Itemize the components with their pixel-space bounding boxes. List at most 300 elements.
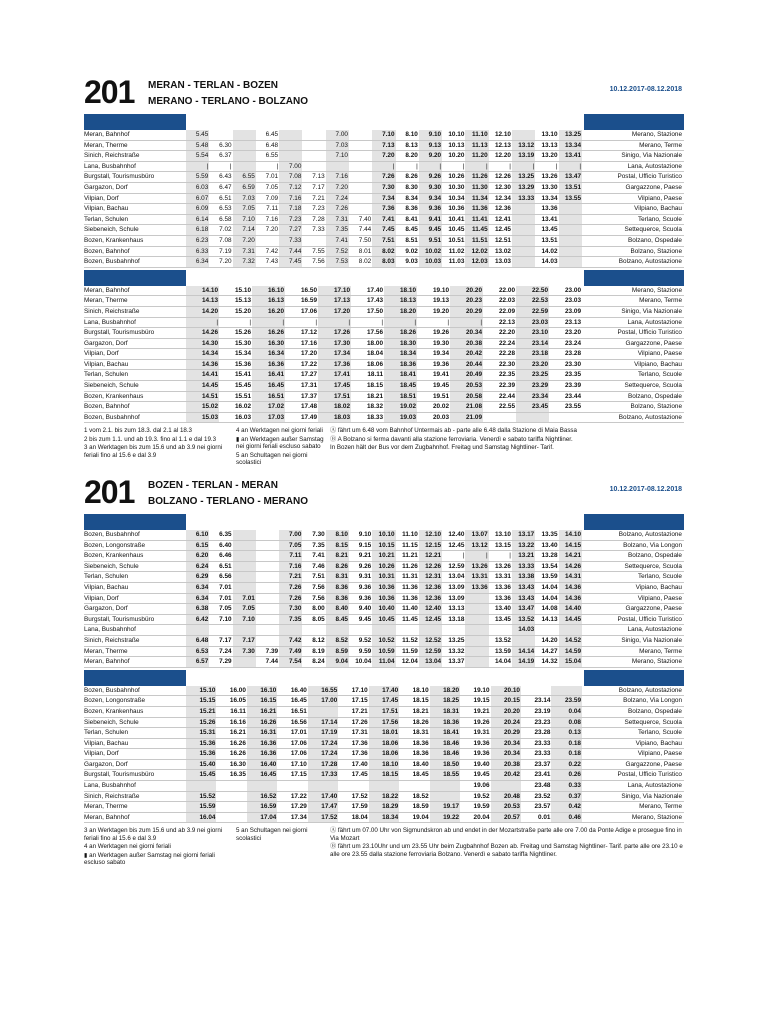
footnote: 4 an Werktagen nei giorni feriali	[84, 843, 171, 851]
departure-time	[256, 635, 279, 646]
departure-time: |	[465, 551, 488, 562]
table-header-bar	[84, 114, 684, 130]
departure-time: 20.53	[491, 802, 521, 813]
departure-time	[512, 225, 535, 236]
departure-time	[465, 635, 488, 646]
station-name-de: Siebeneich, Schule	[84, 382, 139, 390]
departure-time: 14.03	[541, 258, 558, 266]
departure-time: 20.49	[450, 370, 483, 381]
departure-time: 17.45	[351, 771, 368, 779]
station-name-it: Bolzano, Autostazione	[618, 531, 682, 538]
station-name-it: Bolzano, Stazione	[630, 403, 682, 411]
footnote: 3 an Werktagen bis zum 15.6 und ab 3.9 nei giorni feriali fino al 15.6 e dal 3.9	[84, 827, 223, 842]
departure-time	[209, 130, 232, 140]
departure-time: 20.42	[491, 770, 521, 781]
departure-time: 20.58	[450, 391, 483, 402]
departure-time: 17.40	[308, 791, 338, 802]
departure-time: |	[186, 161, 209, 172]
departure-time: 6.45	[265, 131, 279, 138]
departure-time: 7.41	[372, 214, 395, 225]
departure-time: 11.13	[465, 140, 488, 151]
departure-time: 9.45	[358, 615, 372, 623]
station-name-de: Bozen, Bahnhof	[84, 247, 130, 255]
departure-time: 14.13	[186, 296, 219, 307]
departure-time: 22.30	[499, 360, 515, 368]
departure-time: 15.04	[559, 657, 583, 668]
departure-time: 23.30	[565, 360, 581, 368]
departure-time: 18.10	[369, 759, 399, 770]
departure-time: |	[509, 552, 511, 560]
departure-time: 16.21	[247, 706, 277, 717]
departure-time: 10.36	[448, 205, 465, 213]
departure-time: 8.45	[326, 614, 349, 625]
station-name-de: Bozen, Busbahnhof	[84, 413, 140, 421]
departure-time: 11.45	[465, 225, 488, 236]
departure-time: 23.52	[534, 792, 551, 800]
departure-time: 8.03	[372, 257, 395, 268]
departure-time: 11.52	[402, 636, 418, 644]
departure-time	[256, 625, 279, 636]
table-row	[84, 235, 684, 246]
station-name-it: Bolzano, Via Longon	[623, 541, 682, 549]
departure-time	[302, 625, 325, 636]
departure-time: 6.42	[186, 614, 209, 625]
departure-time: 15.41	[235, 371, 251, 379]
departure-time: |	[229, 162, 232, 170]
departure-time: 8.10	[326, 530, 349, 540]
departure-time: 16.05	[229, 697, 246, 705]
departure-time	[279, 625, 302, 636]
departure-time: 16.36	[252, 359, 285, 370]
station-name-de: Vilpian, Dorf	[84, 750, 119, 758]
departure-time: 17.52	[308, 812, 338, 823]
departure-time: 8.41	[405, 215, 418, 223]
departure-time: 16.52	[247, 791, 277, 802]
departure-time: 19.17	[430, 802, 460, 813]
departure-time	[512, 130, 535, 140]
departure-time: 19.10	[473, 686, 490, 694]
departure-time: 13.52	[494, 636, 511, 644]
departure-time: 19.26	[473, 718, 490, 726]
departure-time: 6.48	[186, 635, 209, 646]
departure-time	[302, 130, 325, 140]
departure-time: 6.34	[186, 257, 209, 268]
departure-time: 14.20	[541, 636, 558, 644]
station-name-it: Terlano, Scuole	[637, 371, 682, 379]
table-header-bar	[84, 514, 684, 530]
departure-time: 18.30	[384, 338, 417, 349]
departure-time: 13.59	[494, 647, 511, 655]
table-row	[84, 182, 684, 193]
departure-time: 12.34	[494, 194, 511, 202]
table-row	[84, 572, 684, 583]
departure-time: 9.36	[358, 594, 372, 602]
departure-time: 12.36	[419, 593, 442, 604]
departure-time: 13.33	[512, 193, 535, 204]
departure-time: 17.52	[351, 792, 368, 800]
departure-time: 7.36	[372, 204, 395, 215]
departure-time: 17.33	[308, 770, 338, 781]
departure-time: 16.41	[252, 370, 285, 381]
departure-time: 13.04	[419, 657, 442, 668]
departure-time: 16.26	[247, 717, 277, 728]
departure-time: 7.20	[233, 235, 256, 246]
departure-time: 20.03	[433, 413, 449, 421]
departure-time	[349, 172, 372, 183]
departure-time: 6.03	[186, 182, 209, 193]
station-name-it: Postal, Ufficio Turistico	[617, 173, 682, 181]
station-name-de: Meran, Therme	[84, 803, 128, 811]
departure-time: 18.06	[367, 360, 383, 368]
departure-time: 18.04	[367, 350, 383, 358]
departure-time: 13.36	[494, 594, 511, 602]
departure-time: 19.36	[473, 750, 490, 758]
departure-time: 16.40	[290, 686, 307, 694]
departure-time: 7.53	[326, 257, 349, 268]
departure-time: 18.51	[384, 391, 417, 402]
departure-time: 6.53	[186, 646, 209, 657]
departure-time: 13.33	[512, 561, 535, 572]
departure-time: 18.22	[369, 791, 399, 802]
departure-time: 7.35	[312, 541, 325, 549]
departure-time: 16.50	[301, 286, 317, 294]
station-name-it: Lana, Autostazione	[627, 626, 682, 634]
departure-time: 18.11	[367, 371, 383, 379]
departure-time: 7.13	[312, 173, 325, 181]
departure-time: 6.43	[219, 173, 232, 181]
station-name-de: Bozen, Busbahnhof	[84, 258, 140, 266]
departure-time: 16.02	[235, 403, 251, 411]
departure-time: 16.45	[290, 697, 307, 705]
table-row	[84, 402, 684, 413]
departure-time: 15.13	[235, 297, 251, 305]
departure-time: 10.26	[448, 173, 465, 181]
departure-time: 12.45	[448, 541, 465, 549]
departure-time	[233, 561, 256, 572]
departure-time: 6.48	[265, 141, 279, 149]
section-header	[84, 474, 684, 514]
station-name-de: Meran, Therme	[84, 141, 128, 149]
table-row	[84, 770, 684, 781]
departure-time: 20.15	[491, 696, 521, 707]
departure-time: 7.45	[279, 257, 302, 268]
table-row	[84, 781, 684, 792]
departure-time: 20.24	[491, 717, 521, 728]
departure-time	[396, 625, 419, 636]
departure-time: 12.45	[419, 614, 442, 625]
departure-time: 7.01	[219, 594, 232, 602]
departure-time: 18.45	[412, 771, 429, 779]
departure-time	[419, 625, 442, 636]
departure-time: 17.51	[318, 391, 351, 402]
footnote: ▮ an Werktagen außer Samstag nei giorni feriali escluso sabato	[84, 851, 215, 867]
departure-time: 9.31	[358, 573, 372, 581]
departure-time: 7.00	[279, 530, 302, 540]
departure-time: |	[186, 317, 219, 328]
departure-time: |	[509, 162, 511, 170]
table-row	[84, 349, 684, 360]
station-name-de: Bozen, Longonstraße	[84, 697, 146, 705]
departure-time	[491, 781, 521, 792]
departure-time	[559, 246, 583, 257]
departure-time: 7.56	[312, 258, 325, 266]
departure-time: 23.23	[534, 718, 551, 726]
departure-time: 13.17	[512, 530, 535, 540]
validity-period: 10.12.2017-08.12.2018	[609, 486, 682, 493]
departure-time	[349, 182, 372, 193]
table-row	[84, 286, 684, 296]
departure-time: |	[559, 161, 583, 172]
departure-time: 7.50	[358, 236, 372, 244]
departure-time: 7.33	[312, 226, 325, 234]
departure-time: 6.51	[219, 194, 232, 202]
departure-time: 17.31	[301, 382, 317, 390]
departure-time: 7.20	[219, 258, 232, 266]
departure-time: 6.35	[219, 531, 232, 538]
departure-time: 7.39	[265, 647, 279, 655]
departure-time: 18.59	[412, 803, 429, 811]
departure-time: 9.45	[419, 225, 442, 236]
departure-time: 18.15	[367, 382, 383, 390]
departure-time: 18.52	[412, 792, 429, 800]
departure-time	[256, 582, 279, 593]
departure-time	[512, 635, 535, 646]
departure-time: 23.19	[534, 707, 551, 715]
departure-time: 18.06	[369, 738, 399, 749]
departure-time: 14.21	[559, 551, 583, 562]
departure-time: 19.10	[433, 286, 449, 294]
departure-time	[233, 657, 256, 668]
departure-time: 19.41	[433, 371, 449, 379]
departure-time: 13.25	[448, 636, 465, 644]
departure-time: 18.10	[412, 686, 429, 694]
departure-time: 15.52	[186, 791, 216, 802]
departure-time: 20.42	[450, 349, 483, 360]
departure-time: 14.10	[186, 286, 219, 296]
departure-time: 7.20	[326, 182, 349, 193]
departure-time: 17.59	[351, 803, 368, 811]
station-name-it: Sinigo, Via Nazionale	[621, 307, 682, 315]
departure-time: 7.29	[219, 658, 232, 666]
station-name-de: Vilpian, Bachau	[84, 739, 129, 747]
departure-time: 11.26	[402, 562, 418, 570]
departure-time: 13.12	[512, 140, 535, 151]
departure-time: 7.20	[265, 226, 279, 234]
departure-time: 19.02	[384, 402, 417, 413]
line-number: 201	[84, 74, 135, 110]
table-row	[84, 728, 684, 739]
departure-time: 13.41	[559, 151, 583, 162]
departure-time: 6.34	[186, 582, 209, 593]
departure-time: 13.25	[512, 172, 535, 183]
departure-time: 18.41	[384, 370, 417, 381]
departure-time: 8.02	[358, 258, 372, 266]
departure-time: 23.14	[534, 697, 551, 705]
departure-time: 7.03	[326, 140, 349, 151]
departure-time: 20.38	[450, 338, 483, 349]
departure-time: 7.26	[372, 172, 395, 183]
departure-time: 11.41	[465, 214, 488, 225]
departure-time	[216, 781, 246, 792]
table-row	[84, 635, 684, 646]
table-row	[84, 140, 684, 151]
departure-time: 7.05	[265, 183, 279, 191]
table-row	[84, 151, 684, 162]
departure-time: 18.26	[412, 718, 429, 726]
departure-time: 23.33	[534, 750, 551, 758]
departure-time: 8.52	[326, 635, 349, 646]
departure-time: 8.36	[405, 205, 418, 213]
departure-time: 12.59	[448, 562, 465, 570]
table-row	[84, 812, 684, 823]
footnotes-2	[84, 827, 684, 877]
departure-time: 0.13	[551, 728, 582, 739]
station-name-de: Vilpian, Bachau	[84, 360, 129, 368]
departure-time: 7.23	[312, 205, 325, 213]
station-name-it: Postal, Ufficio Turistico	[617, 771, 682, 779]
departure-time: 23.10	[516, 328, 549, 339]
station-name-de: Lana, Busbahnhof	[84, 162, 136, 170]
departure-time: 18.50	[430, 759, 460, 770]
departure-time: 7.51	[372, 235, 395, 246]
departure-time	[216, 802, 246, 813]
departure-time: 6.14	[186, 214, 209, 225]
departure-time: 0.18	[551, 738, 582, 749]
departure-time: 19.30	[433, 339, 449, 347]
table-row	[84, 370, 684, 381]
departure-time: 16.10	[247, 686, 277, 696]
departure-time: 13.35	[541, 531, 558, 538]
station-name-de: Bozen, Krankenhaus	[84, 552, 144, 560]
departure-time	[209, 625, 232, 636]
departure-time: 8.36	[326, 593, 349, 604]
table-row	[84, 214, 684, 225]
departure-time: 17.20	[318, 306, 351, 317]
departure-time: 7.30	[312, 531, 325, 538]
station-name-it: Bolzano, Ospedale	[627, 236, 682, 244]
departure-time: 7.26	[279, 593, 302, 604]
station-name-it: Sinigo, Via Nazionale	[621, 792, 682, 800]
station-name-de: Sinich, Reichstraße	[84, 307, 140, 315]
departure-time: 5.45	[186, 130, 209, 140]
departure-time: 6.40	[219, 541, 232, 549]
departure-time: |	[419, 161, 442, 172]
departure-time: 19.36	[473, 739, 490, 747]
departure-time: 9.20	[419, 151, 442, 162]
departure-time: 5.54	[186, 151, 209, 162]
departure-time	[302, 140, 325, 151]
station-name-de: Bozen, Krankenhaus	[84, 236, 144, 244]
departure-time: 19.45	[473, 771, 490, 779]
departure-time: 23.37	[534, 760, 551, 768]
departure-time: |	[416, 162, 418, 170]
footnote: 3 an Werktagen bis zum 15.6 und ab 3.9 nei giorni feriali fino al 15.6 e dal 3.9	[84, 444, 223, 459]
departure-time: 22.39	[499, 382, 515, 390]
departure-time: 11.34	[465, 193, 488, 204]
departure-time	[516, 412, 549, 423]
departure-time: 19.03	[384, 412, 417, 423]
departure-time: 7.11	[279, 551, 302, 562]
departure-time: 7.10	[233, 214, 256, 225]
station-name-de: Sinich, Reichstraße	[84, 792, 140, 800]
station-name-it: Merano, Stazione	[631, 658, 682, 666]
departure-time: 7.11	[266, 205, 279, 213]
departure-time: 10.59	[372, 646, 395, 657]
departure-time: 13.47	[512, 604, 535, 615]
departure-time: 16.15	[247, 696, 277, 707]
departure-time: 7.16	[279, 193, 302, 204]
departure-time: 14.15	[559, 540, 583, 551]
departure-time	[559, 214, 583, 225]
departure-time: 11.30	[465, 182, 488, 193]
departure-time: 19.31	[473, 729, 490, 737]
departure-time: 7.31	[233, 246, 256, 257]
table-row	[84, 749, 684, 760]
departure-time: 12.10	[494, 131, 511, 138]
departure-time: 17.45	[369, 696, 399, 707]
departure-time: 6.20	[186, 551, 209, 562]
departure-time: 11.36	[402, 583, 418, 591]
departure-time	[430, 781, 460, 792]
departure-time: 10.03	[419, 257, 442, 268]
station-name-it: Gargazzone, Paese	[625, 183, 682, 191]
departure-time: 14.13	[541, 615, 558, 623]
departure-time: 17.15	[351, 697, 368, 705]
departure-time: 7.10	[219, 615, 232, 623]
departure-time: 6.30	[219, 141, 232, 149]
departure-time: 6.47	[219, 183, 232, 191]
departure-time: 17.00	[308, 696, 338, 707]
departure-time: 9.26	[419, 172, 442, 183]
departure-time: 7.49	[279, 646, 302, 657]
departure-time: 19.51	[433, 392, 449, 400]
station-name-de: Meran, Therme	[84, 297, 128, 305]
departure-time: 22.53	[516, 296, 549, 307]
departure-time: 6.38	[186, 604, 209, 615]
station-name-it: Postal, Ufficio Turistico	[617, 329, 682, 337]
departure-time: 13.36	[465, 582, 488, 593]
footnote: Ⓑ fährt um 23.10Uhr und um 23.55 Uhr beim Zugbahnhof Bozen ab. Freitag und Samstag Nightliner- Tarif. parte alle ore 23.10 e alle ore 23.55 dalla stazione ferroviaria Bolzano. Venerdì e sabato tariffa Nightliner.	[330, 843, 683, 858]
departure-time: 16.36	[247, 738, 277, 749]
departure-time	[483, 412, 516, 423]
departure-time: 8.05	[312, 615, 325, 623]
departure-time: 19.04	[412, 813, 429, 821]
departure-time	[279, 130, 302, 140]
departure-time: 17.26	[351, 718, 368, 726]
footnote: ▮ an Werktagen außer Samstag nei giorni feriali escluso sabato	[236, 435, 324, 451]
departure-time: 17.21	[351, 707, 368, 715]
departure-time: 16.51	[290, 707, 307, 715]
departure-time	[512, 214, 535, 225]
departure-time	[465, 625, 488, 636]
departure-time: 17.06	[290, 750, 307, 758]
station-name-it: Merano, Terme	[639, 297, 682, 305]
station-name-it: Bolzano, Ospedale	[627, 392, 682, 400]
departure-time: |	[252, 317, 285, 328]
departure-time	[302, 161, 325, 172]
station-name-de: Sinich, Reichstraße	[84, 152, 140, 160]
departure-time	[247, 781, 277, 792]
departure-time: 23.14	[516, 338, 549, 349]
departure-time: 12.10	[419, 530, 442, 540]
table-row	[84, 551, 684, 562]
departure-time: 14.40	[559, 604, 583, 615]
departure-time: 7.19	[219, 247, 232, 255]
departure-time	[233, 151, 256, 162]
departure-time: 16.55	[308, 686, 338, 696]
departure-time: 9.03	[405, 258, 418, 266]
departure-time: 17.24	[308, 738, 338, 749]
